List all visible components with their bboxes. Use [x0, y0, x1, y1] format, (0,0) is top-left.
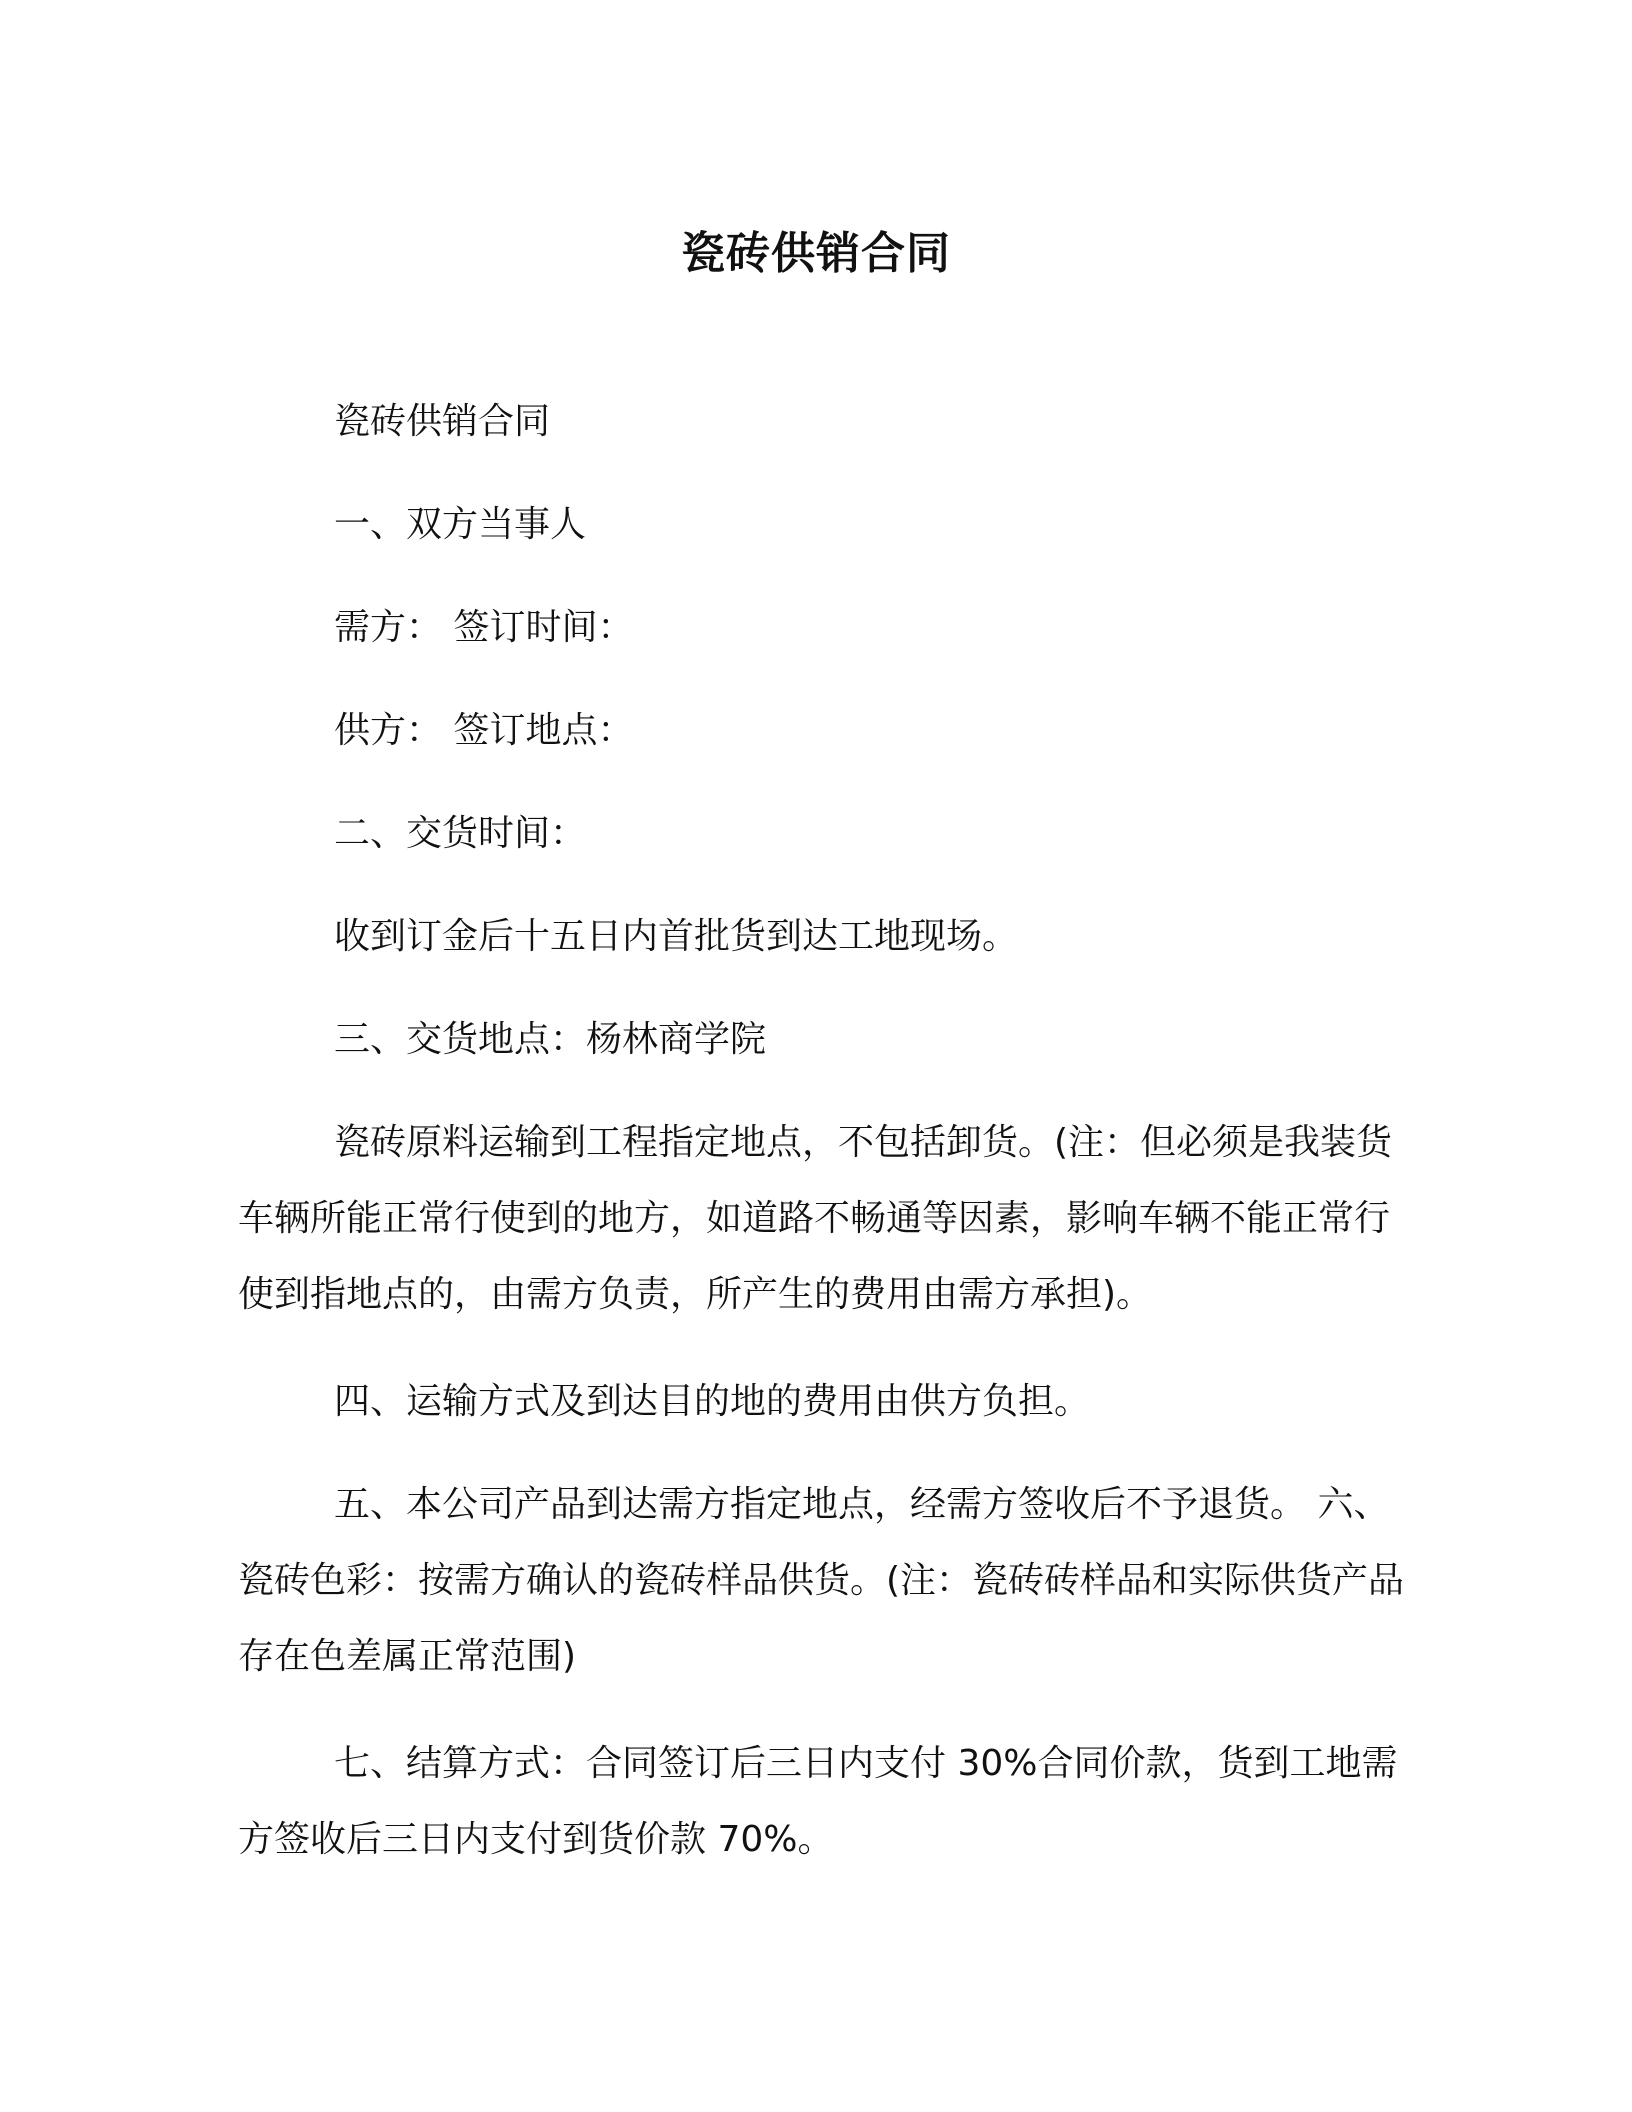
paragraph-settlement: 七、结算方式：合同签订后三日内支付 30%合同价款，货到工地需方签收后三日内支付到货价款 70%。: [238, 1743, 1398, 1860]
paragraph-transport-note: 瓷砖原料运输到工程指定地点，不包括卸货。(注：但必须是我装货车辆所能正常行使到的地方，如道路不畅通等因素，影响车辆不能正常行使到指地点的，由需方负责，所产生的费用由需方承担)。: [238, 1122, 1393, 1315]
paragraph-transport-cost: 四、运输方式及到达目的地的费用由供方负担。: [334, 1381, 1091, 1422]
document-title: 瓷砖供销合同: [681, 228, 951, 279]
paragraph-delivery-time: 二、交货时间：: [334, 813, 587, 854]
paragraph-buyer: 需方： 签订时间：: [334, 607, 634, 648]
paragraph-heading: 瓷砖供销合同: [334, 401, 551, 442]
paragraph-delivery-place: 三、交货地点：杨林商学院: [334, 1019, 767, 1060]
paragraph-return-and-color: 五、本公司产品到达需方指定地点，经需方签收后不予退货。 六、瓷砖色彩：按需方确认的瓷砖样品供货。(注：瓷砖砖样品和实际供货产品存在色差属正常范围): [238, 1484, 1405, 1677]
paragraph-supplier: 供方： 签订地点：: [334, 710, 634, 751]
paragraph-delivery-time-detail: 收到订金后十五日内首批货到达工地现场。: [334, 916, 1019, 957]
paragraph-parties: 一、双方当事人: [334, 504, 587, 545]
